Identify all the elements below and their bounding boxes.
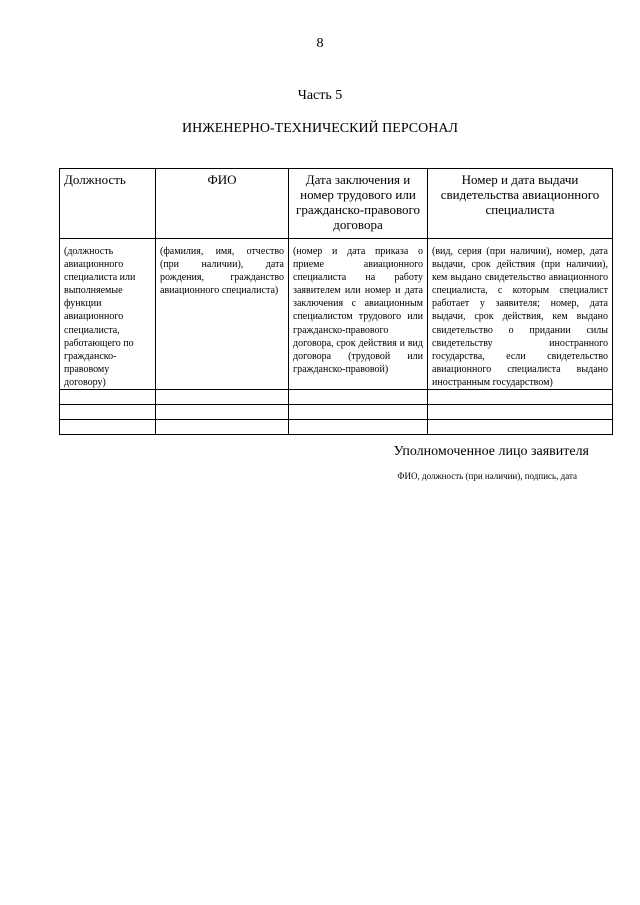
section-title: ИНЖЕНЕРНО-ТЕХНИЧЕСКИЙ ПЕРСОНАЛ	[182, 121, 458, 136]
table-row	[60, 390, 613, 405]
hint-cell-contract	[289, 239, 428, 390]
part-title: Часть 5	[297, 88, 343, 103]
hint-cell-full-name	[156, 239, 289, 390]
personnel-table	[59, 168, 613, 435]
signatory-label: Уполномоченное лицо заявителя	[393, 444, 589, 459]
table-cell[interactable]	[428, 390, 613, 405]
table-cell[interactable]	[60, 390, 156, 405]
column-header-certificate: Номер и дата выдачи свидетельства авиационного специалиста	[428, 169, 613, 239]
table-cell[interactable]	[60, 405, 156, 420]
table-cell[interactable]	[428, 420, 613, 435]
table-cell[interactable]	[156, 420, 289, 435]
table-cell[interactable]	[60, 420, 156, 435]
table-cell[interactable]	[156, 405, 289, 420]
table-cell[interactable]	[428, 405, 613, 420]
hint-cell-position	[60, 239, 156, 390]
page-number: 8	[316, 36, 324, 51]
hint-contract: (номер и дата приказа о приеме авиационного специалиста на работу заявителем или номер и дата заключения с авиационным специалистом трудового или гражданско-правового договора, срок действия и вид договора (трудовой или гражданско-правовой)	[293, 246, 423, 375]
table-hint-row	[60, 239, 613, 390]
hint-certificate: (вид, серия (при наличии), номер, дата выдачи, срок действия (при наличии), кем выдано свидетельство авиационного специалиста, с которым специалист работает у заявителя; номер, дата выдачи, срок действия, кем выдано свидетельство о придании силы свидетельству иностранного государства, если свидетельство авиационного специалиста выдано иностранным государством)	[432, 246, 608, 388]
table-row	[60, 420, 613, 435]
hint-cell-certificate	[428, 239, 613, 390]
hint-full-name: (фамилия, имя, отчество (при наличии), дата рождения, гражданство авиационного специалиста)	[160, 246, 284, 297]
table-cell[interactable]	[156, 390, 289, 405]
table-cell[interactable]	[289, 405, 428, 420]
column-header-full-name: ФИО	[156, 169, 289, 239]
table-header-row	[60, 169, 613, 239]
column-header-contract-date: Дата заключения и номер трудового или гражданско-правового договора	[289, 169, 428, 239]
table-row	[60, 405, 613, 420]
hint-position: (должность авиационного специалиста или выполняемые функции авиационного специалиста, работающего по гражданско-правовому договору)	[64, 246, 136, 388]
table-cell[interactable]	[289, 390, 428, 405]
table-cell[interactable]	[289, 420, 428, 435]
column-header-position: Должность	[60, 169, 156, 239]
signatory-hint: ФИО, должность (при наличии), подпись, дата	[397, 471, 577, 481]
